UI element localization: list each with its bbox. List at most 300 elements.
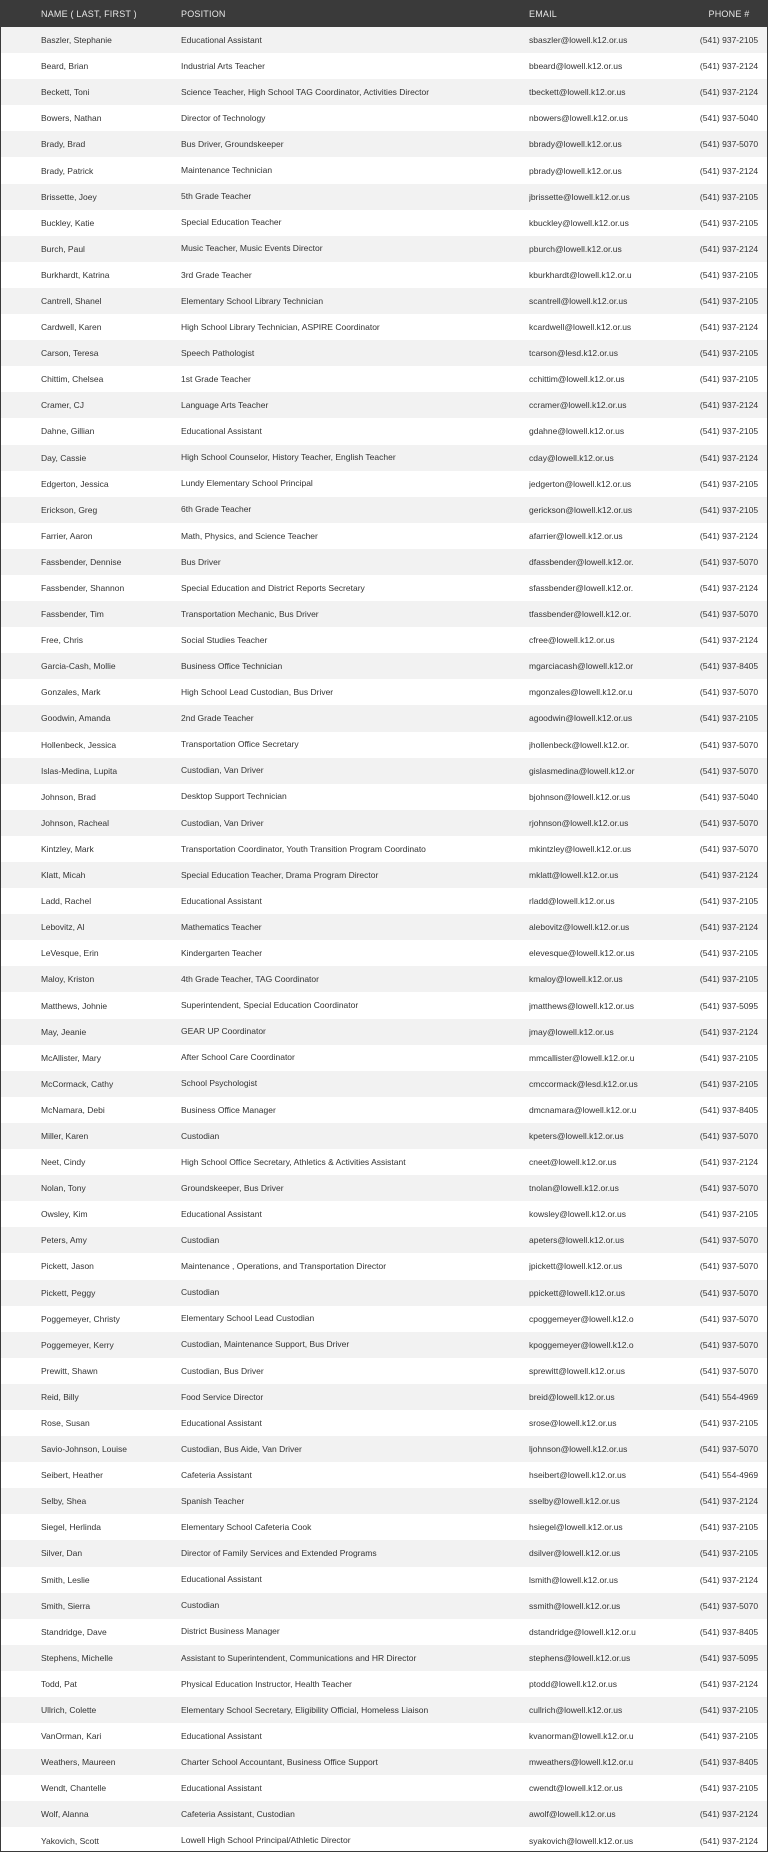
phone-cell: (541) 937-5070 [699,556,759,567]
table-row [1,1827,767,1852]
table-row [1,1488,767,1514]
position-cell: Special Education and District Reports Secretary [181,582,365,593]
position-cell: Groundskeeper, Bus Driver [181,1182,284,1193]
email-link[interactable]: srose@lowell.k12.or.us [529,1418,617,1429]
table-row [1,53,767,79]
email-link[interactable]: dmcnamara@lowell.k12.or.u [529,1104,637,1115]
name-cell: Gonzales, Mark [41,687,101,698]
position-cell: Maintenance Technician [181,165,273,176]
phone-cell: (541) 937-2124 [699,1026,759,1037]
name-cell: Pickett, Jason [41,1261,94,1272]
name-cell: Todd, Pat [41,1678,77,1689]
name-cell: Miller, Karen [41,1130,89,1141]
phone-cell: (541) 937-2105 [699,896,759,907]
email-link[interactable]: ssmith@lowell.k12.or.us [529,1600,621,1611]
table-row [1,1071,767,1097]
phone-cell: (541) 937-2105 [699,1705,759,1716]
email-link[interactable]: ppickett@lowell.k12.or.us [529,1287,626,1298]
position-cell: High School Counselor, History Teacher, English Teacher [181,452,396,463]
position-cell: District Business Manager [181,1626,280,1637]
table-row [1,27,767,53]
phone-cell: (541) 937-2124 [699,1574,759,1585]
phone-cell: (541) 937-2124 [699,400,759,411]
email-link[interactable]: hseibert@lowell.k12.or.us [529,1470,626,1481]
name-cell: Standridge, Dave [41,1626,107,1637]
name-cell: Chittim, Chelsea [41,374,104,385]
email-link[interactable]: kburkhardt@lowell.k12.or.u [529,269,632,280]
table-row [1,418,767,444]
table-row [1,914,767,940]
email-link[interactable]: kowsley@lowell.k12.or.us [529,1209,626,1220]
phone-cell: (541) 937-2105 [699,295,759,306]
position-cell: Cafeteria Assistant, Custodian [181,1809,295,1820]
email-link[interactable]: awolf@lowell.k12.or.us [529,1809,616,1820]
phone-cell: (541) 937-2124 [699,1809,759,1820]
table-row [1,836,767,862]
name-cell: Neet, Cindy [41,1157,86,1168]
position-cell: Special Education Teacher, Drama Program Director [181,869,379,880]
name-cell: VanOrman, Kari [41,1731,102,1742]
table-row [1,1332,767,1358]
phone-cell: (541) 937-2105 [699,713,759,724]
position-cell: Custodian, Bus Driver [181,1365,264,1376]
email-link[interactable]: agoodwin@lowell.k12.or.us [529,713,633,724]
name-cell: McAllister, Mary [41,1052,101,1063]
position-cell: Maintenance , Operations, and Transportation Director [181,1261,387,1272]
position-cell: Music Teacher, Music Events Director [181,243,323,254]
phone-cell: (541) 937-8405 [699,1104,759,1115]
table-row [1,288,767,314]
table-row [1,1175,767,1201]
table-row [1,1749,767,1775]
table-body [1,27,767,1852]
phone-cell: (541) 937-2105 [699,1783,759,1794]
position-cell: Charter School Accountant, Business Office Support [181,1756,378,1767]
phone-cell: (541) 937-2105 [699,504,759,515]
phone-cell: (541) 937-5070 [699,1444,759,1455]
position-cell: Social Studies Teacher [181,634,268,645]
table-row [1,131,767,157]
email-link[interactable]: alebovitz@lowell.k12.or.us [529,922,630,933]
name-cell: Maloy, Kriston [41,974,95,985]
position-cell: Speech Pathologist [181,347,255,358]
table-row [1,392,767,418]
email-link[interactable]: jpickett@lowell.k12.or.us [529,1261,623,1272]
phone-cell: (541) 937-2105 [699,348,759,359]
table-row [1,1149,767,1175]
phone-cell: (541) 937-2105 [699,1078,759,1089]
position-cell: Transportation Coordinator, Youth Transition Program Coordinato [181,843,426,854]
email-link[interactable]: jmatthews@lowell.k12.or.us [529,1000,635,1011]
email-link[interactable]: stephens@lowell.k12.or.us [529,1652,631,1663]
table-row [1,732,767,758]
email-link[interactable]: jedgerton@lowell.k12.or.us [529,478,632,489]
position-cell: 2nd Grade Teacher [181,713,254,724]
table-row [1,1567,767,1593]
phone-cell: (541) 937-2124 [699,322,759,333]
email-link[interactable]: cullrich@lowell.k12.or.us [529,1705,623,1716]
name-cell: Beckett, Toni [41,87,90,98]
header-phone[interactable]: PHONE # [708,8,750,19]
name-cell: Baszler, Stephanie [41,35,112,46]
phone-cell: (541) 937-2124 [699,452,759,463]
phone-cell: (541) 937-2105 [699,1052,759,1063]
table-row [1,210,767,236]
position-cell: Educational Assistant [181,426,262,437]
name-cell: Selby, Shea [41,1496,87,1507]
table-row [1,1410,767,1436]
phone-cell: (541) 937-5070 [699,1287,759,1298]
table-row [1,1123,767,1149]
table-row [1,940,767,966]
phone-cell: (541) 937-5070 [699,1339,759,1350]
phone-cell: (541) 937-2124 [699,87,759,98]
phone-cell: (541) 937-5070 [699,687,759,698]
name-cell: Rose, Susan [41,1418,90,1429]
name-cell: Yakovich, Scott [41,1835,99,1846]
position-cell: Superintendent, Special Education Coordinator [181,1000,359,1011]
email-link[interactable]: mweathers@lowell.k12.or.u [529,1757,634,1768]
email-link[interactable]: cday@lowell.k12.or.us [529,452,614,463]
name-cell: Peters, Amy [41,1235,87,1246]
name-cell: Ullrich, Colette [41,1705,97,1716]
name-cell: LeVesque, Erin [41,948,99,959]
name-cell: Cardwell, Karen [41,322,102,333]
email-link[interactable]: cpoggemeyer@lowell.k12.o [529,1313,634,1324]
position-cell: Transportation Mechanic, Bus Driver [181,608,319,619]
table-row [1,1514,767,1540]
position-cell: Elementary School Lead Custodian [181,1313,315,1324]
name-cell: Fassbender, Shannon [41,583,125,594]
table-row [1,601,767,627]
position-cell: Director of Family Services and Extended Programs [181,1548,377,1559]
phone-cell: (541) 937-8405 [699,1757,759,1768]
phone-cell: (541) 937-8405 [699,1626,759,1637]
table-row [1,445,767,471]
email-link[interactable]: ljohnson@lowell.k12.or.us [529,1444,628,1455]
table-row [1,184,767,210]
email-link[interactable]: sselby@lowell.k12.or.us [529,1496,620,1507]
email-link[interactable]: cneet@lowell.k12.or.us [529,1157,617,1168]
table-row [1,1462,767,1488]
phone-cell: (541) 937-2105 [699,974,759,985]
phone-cell: (541) 937-2124 [699,61,759,72]
email-link[interactable]: kcardwell@lowell.k12.or.us [529,322,632,333]
email-link[interactable]: rladd@lowell.k12.or.us [529,896,615,907]
email-link[interactable]: ptodd@lowell.k12.or.us [529,1678,618,1689]
table-row [1,1775,767,1801]
position-cell: Industrial Arts Teacher [181,60,265,71]
position-cell: Educational Assistant [181,34,262,45]
phone-cell: (541) 937-2124 [699,1678,759,1689]
email-link[interactable]: cmccormack@lesd.k12.or.us [529,1078,638,1089]
phone-cell: (541) 937-5070 [699,843,759,854]
phone-cell: (541) 937-2105 [699,1731,759,1742]
position-cell: Special Education Teacher [181,217,282,228]
phone-cell: (541) 937-2124 [699,870,759,881]
table-row [1,1280,767,1306]
email-link[interactable]: sfassbender@lowell.k12.or. [529,583,634,594]
phone-cell: (541) 937-2124 [699,635,759,646]
name-cell: Weathers, Maureen [41,1757,116,1768]
table-row [1,79,767,105]
name-cell: Edgerton, Jessica [41,478,109,489]
email-link[interactable]: mklatt@lowell.k12.or.us [529,870,619,881]
name-cell: Kintzley, Mark [41,843,94,854]
email-link[interactable]: kpoggemeyer@lowell.k12.o [529,1339,634,1350]
name-cell: Cramer, CJ [41,400,84,411]
name-cell: Johnson, Brad [41,791,96,802]
table-row [1,105,767,131]
phone-cell: (541) 937-2105 [699,478,759,489]
position-cell: Business Office Manager [181,1104,276,1115]
email-link[interactable]: afarrier@lowell.k12.or.us [529,530,623,541]
table-row [1,314,767,340]
email-link[interactable]: syakovich@lowell.k12.or.us [529,1835,634,1846]
phone-cell: (541) 937-2105 [699,191,759,202]
position-cell: Math, Physics, and Science Teacher [181,530,318,541]
table-row [1,471,767,497]
phone-cell: (541) 937-5070 [699,139,759,150]
email-link[interactable]: kbuckley@lowell.k12.or.us [529,217,629,228]
table-row [1,366,767,392]
name-cell: Silver, Dan [41,1548,83,1559]
name-cell: Nolan, Tony [41,1183,86,1194]
name-cell: Ladd, Rachel [41,896,92,907]
table-row [1,523,767,549]
name-cell: May, Jeanie [41,1026,87,1037]
phone-cell: (541) 554-4969 [699,1470,759,1481]
position-cell: High School Library Technician, ASPIRE Coordinator [181,321,380,332]
name-cell: McNamara, Debi [41,1104,105,1115]
position-cell: Bus Driver [181,556,221,567]
name-cell: Stephens, Michelle [41,1652,113,1663]
email-link[interactable]: elevesque@lowell.k12.or.us [529,948,635,959]
position-cell: Educational Assistant [181,1208,262,1219]
name-cell: Dahne, Gillian [41,426,95,437]
phone-cell: (541) 937-5095 [699,1000,759,1011]
phone-cell: (541) 937-8405 [699,661,759,672]
phone-cell: (541) 937-5070 [699,609,759,620]
name-cell: Carson, Teresa [41,348,99,359]
email-link[interactable]: bbeard@lowell.k12.or.us [529,61,623,72]
email-link[interactable]: pbrady@lowell.k12.or.us [529,165,622,176]
phone-cell: (541) 937-2124 [699,583,759,594]
table-row [1,575,767,601]
position-cell: Director of Technology [181,113,266,124]
name-cell: Owsley, Kim [41,1209,88,1220]
position-cell: Bus Driver, Groundskeeper [181,139,284,150]
name-cell: Lebovitz, Al [41,922,85,933]
email-link[interactable]: sbaszler@lowell.k12.or.us [529,35,628,46]
email-link[interactable]: apeters@lowell.k12.or.us [529,1235,625,1246]
position-cell: 1st Grade Teacher [181,373,251,384]
phone-cell: (541) 554-4969 [699,1391,759,1402]
name-cell: Brady, Patrick [41,165,94,176]
email-link[interactable]: tbeckett@lowell.k12.or.us [529,87,626,98]
table-row [1,1306,767,1332]
header-email[interactable]: EMAIL [529,9,558,19]
table-row [1,1019,767,1045]
name-cell: Savio-Johnson, Louise [41,1444,128,1455]
position-cell: School Psychologist [181,1078,258,1089]
phone-cell: (541) 937-2124 [699,165,759,176]
name-cell: Hollenbeck, Jessica [41,739,117,750]
email-link[interactable]: dstandridge@lowell.k12.or.u [529,1626,636,1637]
position-cell: Custodian [181,1235,220,1246]
name-cell: Goodwin, Amanda [41,713,111,724]
email-link[interactable]: mkintzley@lowell.k12.or.us [529,843,632,854]
email-link[interactable]: rjohnson@lowell.k12.or.us [529,817,629,828]
table-row [1,810,767,836]
email-link[interactable]: kvanorman@lowell.k12.or.u [529,1731,634,1742]
email-link[interactable]: bbrady@lowell.k12.or.us [529,139,622,150]
phone-cell: (541) 937-2105 [699,1548,759,1559]
position-cell: Spanish Teacher [181,1495,245,1506]
email-link[interactable]: dsilver@lowell.k12.or.us [529,1548,621,1559]
phone-cell: (541) 937-5070 [699,765,759,776]
phone-cell: (541) 937-2124 [699,1157,759,1168]
email-link[interactable]: dfassbender@lowell.k12.or. [529,556,634,567]
email-link[interactable]: jhollenbeck@lowell.k12.or. [529,739,630,750]
table-row [1,1801,767,1827]
name-cell: Garcia-Cash, Mollie [41,661,116,672]
position-cell: Educational Assistant [181,895,262,906]
position-cell: Custodian, Bus Aide, Van Driver [181,1443,302,1454]
position-cell: Custodian, Maintenance Support, Bus Driver [181,1339,350,1350]
phone-cell: (541) 937-2105 [699,1418,759,1429]
table-row [1,1671,767,1697]
name-cell: Burkhardt, Katrina [41,269,110,280]
email-link[interactable]: bjohnson@lowell.k12.or.us [529,791,631,802]
position-cell: Mathematics Teacher [181,921,262,932]
table-row [1,1723,767,1749]
email-link[interactable]: pburch@lowell.k12.or.us [529,243,622,254]
phone-cell: (541) 937-5070 [699,1235,759,1246]
email-link[interactable]: gerickson@lowell.k12.or.us [529,504,633,515]
name-cell: Farrier, Aaron [41,530,93,541]
table-row [1,236,767,262]
email-link[interactable]: mgonzales@lowell.k12.or.u [529,687,633,698]
email-link[interactable]: kmaloy@lowell.k12.or.us [529,974,623,985]
table-header [1,1,767,27]
phone-cell: (541) 937-5070 [699,1600,759,1611]
email-link[interactable]: sprewitt@lowell.k12.or.us [529,1365,626,1376]
position-cell: Science Teacher, High School TAG Coordinator, Activities Director [181,86,430,97]
email-link[interactable]: tfassbender@lowell.k12.or. [529,609,632,620]
table-row [1,1697,767,1723]
email-link[interactable]: kpeters@lowell.k12.or.us [529,1130,624,1141]
name-cell: Fassbender, Dennise [41,556,122,567]
email-link[interactable]: lsmith@lowell.k12.or.us [529,1574,618,1585]
email-link[interactable]: jmay@lowell.k12.or.us [529,1026,614,1037]
name-cell: Day, Cassie [41,452,87,463]
header-name[interactable]: NAME ( LAST, FIRST ) [41,9,137,19]
phone-cell: (541) 937-5070 [699,1365,759,1376]
phone-cell: (541) 937-5040 [699,791,759,802]
table-row [1,340,767,366]
email-link[interactable]: cchittim@lowell.k12.or.us [529,374,625,385]
email-link[interactable]: mmcallister@lowell.k12.or.u [529,1052,635,1063]
table-row [1,549,767,575]
table-row [1,157,767,183]
name-cell: Pickett, Peggy [41,1287,96,1298]
email-link[interactable]: cfree@lowell.k12.or.us [529,635,615,646]
name-cell: Poggemeyer, Christy [41,1313,120,1324]
name-cell: Poggemeyer, Kerry [41,1339,114,1350]
position-cell: Custodian [181,1130,220,1141]
position-cell: Elementary School Library Technician [181,295,324,306]
email-link[interactable]: gdahne@lowell.k12.or.us [529,426,625,437]
name-cell: Buckley, Katie [41,217,95,228]
name-cell: Erickson, Greg [41,504,98,515]
phone-cell: (541) 937-5070 [699,739,759,750]
table-row [1,1227,767,1253]
name-cell: Prewitt, Shawn [41,1365,98,1376]
name-cell: McCormack, Cathy [41,1078,114,1089]
name-cell: Wendt, Chantelle [41,1783,107,1794]
email-link[interactable]: tcarson@lesd.k12.or.us [529,348,618,359]
position-cell: Assistant to Superintendent, Communications and HR Director [181,1652,417,1663]
position-cell: Desktop Support Technician [181,791,287,802]
email-link[interactable]: tnolan@lowell.k12.or.us [529,1183,619,1194]
position-cell: Educational Assistant [181,1574,262,1585]
position-cell: Kindergarten Teacher [181,948,263,959]
table-row [1,653,767,679]
email-link[interactable]: mgarciacash@lowell.k12.or [529,661,634,672]
email-link[interactable]: gislasmedina@lowell.k12.or [529,765,635,776]
table-row [1,262,767,288]
phone-cell: (541) 937-2105 [699,948,759,959]
table-row [1,1645,767,1671]
email-link[interactable]: hsiegel@lowell.k12.or.us [529,1522,623,1533]
position-cell: Business Office Technician [181,660,283,671]
name-cell: Siegel, Herlinda [41,1522,102,1533]
table-row [1,1384,767,1410]
position-cell: Lundy Elementary School Principal [181,478,313,489]
position-cell: Elementary School Secretary, Eligibility Official, Homeless Liaison [181,1704,429,1715]
phone-cell: (541) 937-2105 [699,1209,759,1220]
phone-cell: (541) 937-2124 [699,1835,759,1846]
phone-cell: (541) 937-5070 [699,817,759,828]
email-link[interactable]: scantrell@lowell.k12.or.us [529,295,628,306]
email-link[interactable]: ccramer@lowell.k12.or.us [529,400,627,411]
table-row [1,1358,767,1384]
name-cell: Cantrell, Shanel [41,295,102,306]
name-cell: Beard, Brian [41,61,89,72]
position-cell: Educational Assistant [181,1417,262,1428]
email-link[interactable]: breid@lowell.k12.or.us [529,1391,615,1402]
header-position[interactable]: POSITION [181,8,226,19]
position-cell: Custodian, Van Driver [181,765,264,776]
table-row [1,1045,767,1071]
phone-cell: (541) 937-5070 [699,1183,759,1194]
table-row [1,679,767,705]
table-row [1,1201,767,1227]
name-cell: Burch, Paul [41,243,85,254]
position-cell: High School Office Secretary, Athletics & Activities Assistant [181,1156,406,1167]
position-cell: High School Lead Custodian, Bus Driver [181,687,334,698]
name-cell: Matthews, Johnie [41,1000,108,1011]
phone-cell: (541) 937-5070 [699,1130,759,1141]
phone-cell: (541) 937-2105 [699,426,759,437]
name-cell: Free, Chris [41,635,84,646]
position-cell: Food Service Director [181,1391,264,1402]
email-link[interactable]: nbowers@lowell.k12.or.us [529,113,628,124]
email-link[interactable]: jbrissette@lowell.k12.or.us [529,191,630,202]
table-row [1,1540,767,1566]
email-link[interactable]: cwendt@lowell.k12.or.us [529,1783,623,1794]
